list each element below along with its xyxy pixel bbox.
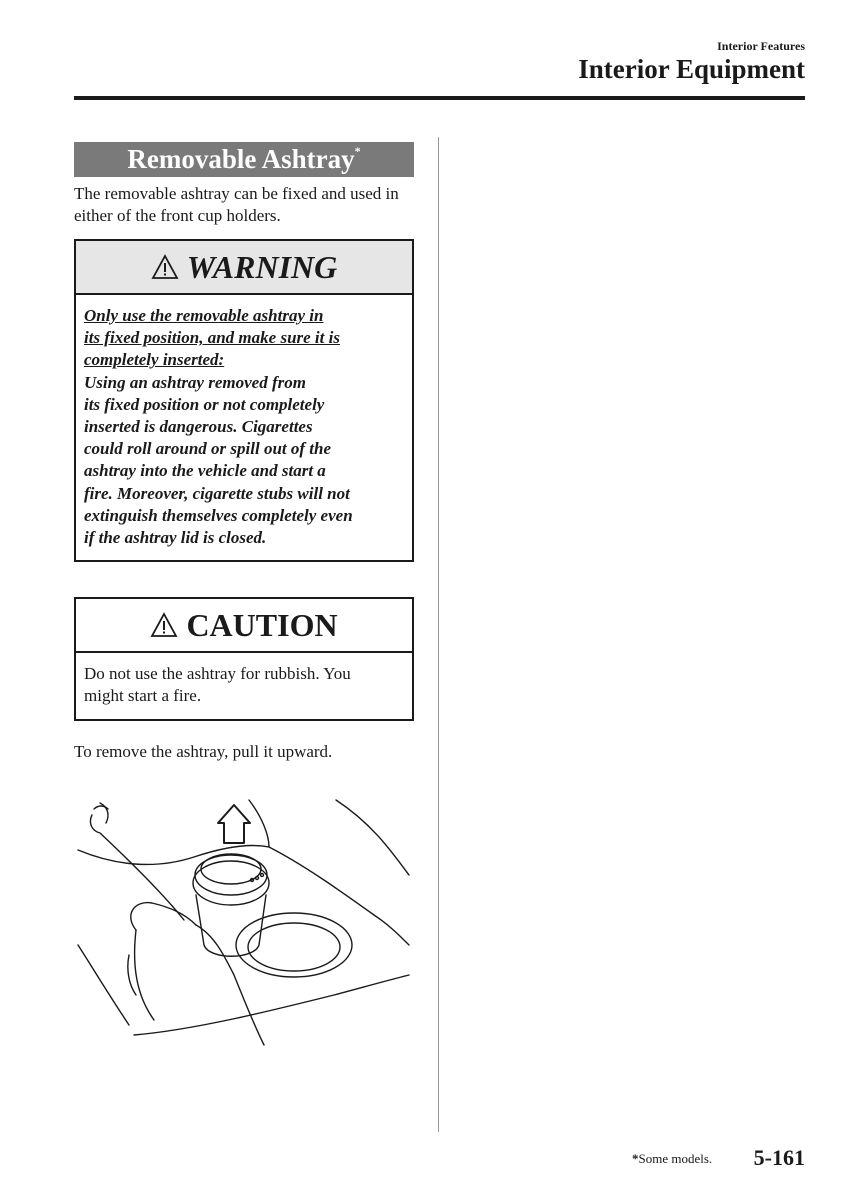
- caution-box: [74, 597, 414, 721]
- removal-instruction: To remove the ashtray, pull it upward.: [74, 742, 333, 761]
- warning-body-line: could roll around or spill out of the: [84, 439, 332, 459]
- header-rule: [74, 96, 805, 100]
- warning-body-line: ashtray into the vehicle and start a: [84, 461, 326, 481]
- caution-label: CAUTION: [186, 606, 338, 643]
- section-title-text: Removable Ashtray: [127, 144, 355, 174]
- section-title: [74, 142, 414, 177]
- warning-lead-line: its fixed position, and make sure it is: [84, 328, 340, 348]
- footnote-text: Some models.: [638, 1151, 713, 1166]
- column-divider: [438, 137, 439, 1132]
- caution-body-line: Do not use the ashtray for rubbish. You: [84, 664, 351, 683]
- warning-header: [76, 241, 412, 295]
- some-models-marker: *: [354, 144, 361, 158]
- warning-lead-line: Only use the removable ashtray in: [84, 306, 324, 325]
- caution-body-line: might start a fire.: [84, 686, 202, 705]
- footnote-marker: *: [632, 1151, 639, 1166]
- warning-label: WARNING: [186, 248, 338, 285]
- caution-header: [76, 599, 412, 653]
- warning-box: [74, 239, 414, 562]
- warning-body-line: Using an ashtray removed from: [84, 372, 306, 392]
- caution-body: [76, 653, 412, 707]
- header-title: Interior Equipment: [578, 54, 805, 84]
- ashtray-removal-illustration: [74, 795, 414, 1050]
- intro-paragraph: The removable ashtray can be fixed and used in either of the front cup holders.: [74, 184, 399, 225]
- page-number: 5-161: [753, 1145, 805, 1170]
- warning-lead-line: completely inserted:: [84, 350, 225, 370]
- warning-body-line: if the ashtray lid is closed.: [84, 528, 267, 548]
- warning-body-line: inserted is dangerous. Cigarettes: [84, 417, 313, 437]
- warning-body-line: extinguish themselves completely even: [84, 505, 353, 525]
- warning-triangle-icon: [151, 254, 179, 280]
- header-section: Interior Features: [717, 39, 805, 53]
- footnote: [632, 1151, 712, 1167]
- warning-body-line: fire. Moreover, cigarette stubs will not: [84, 483, 350, 503]
- warning-body: [76, 295, 412, 549]
- caution-triangle-icon: [150, 612, 178, 638]
- warning-body-line: its fixed position or not completely: [84, 394, 325, 414]
